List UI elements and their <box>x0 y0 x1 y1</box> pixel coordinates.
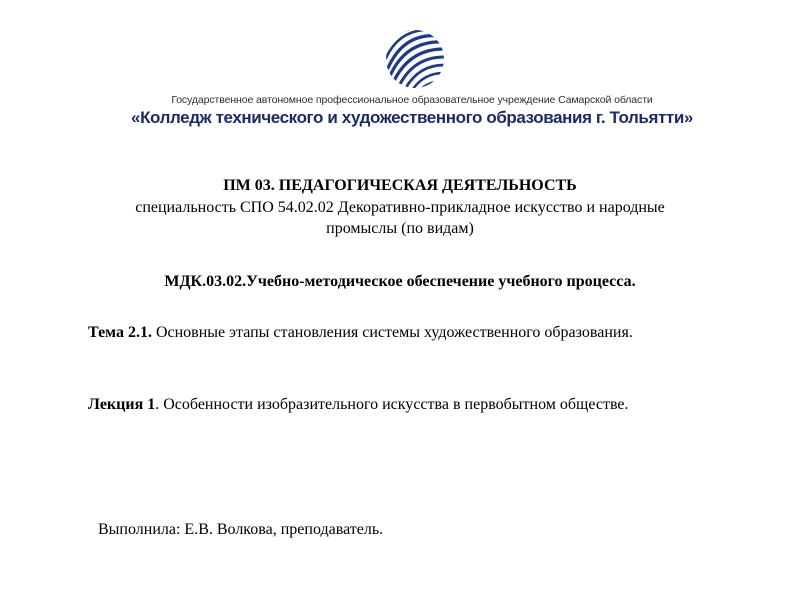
theme-label: Тема 2.1. <box>88 324 152 341</box>
theme-paragraph <box>88 322 708 343</box>
lecture-paragraph <box>88 394 708 415</box>
lecture-text: . Особенности изобразительного искусства в первобытном обществе. <box>155 396 629 413</box>
theme-text: Основные этапы становления системы художественного образования. <box>151 324 633 341</box>
college-globe-logo-icon <box>384 28 446 90</box>
module-title: ПМ 03. ПЕДАГОГИЧЕСКАЯ ДЕЯТЕЛЬНОСТЬ <box>223 177 577 194</box>
globe-logo-svg <box>384 28 446 90</box>
college-name: «Колледж технического и художественного образования г. Тольятти» <box>131 108 693 127</box>
lecture-label: Лекция 1 <box>88 396 156 413</box>
author-line: Выполнила: Е.В. Волкова, преподаватель. <box>98 521 384 538</box>
mdk-title: МДК.03.02.Учебно-методическое обеспечение учебного процесса. <box>164 273 636 290</box>
institution-line: Государственное автономное профессиональное образовательное учреждение Самарской области <box>171 94 653 106</box>
specialty-text: специальность СПО 54.02.02 Декоративно-прикладное искусство и народные промыслы (по видам) <box>135 199 665 237</box>
